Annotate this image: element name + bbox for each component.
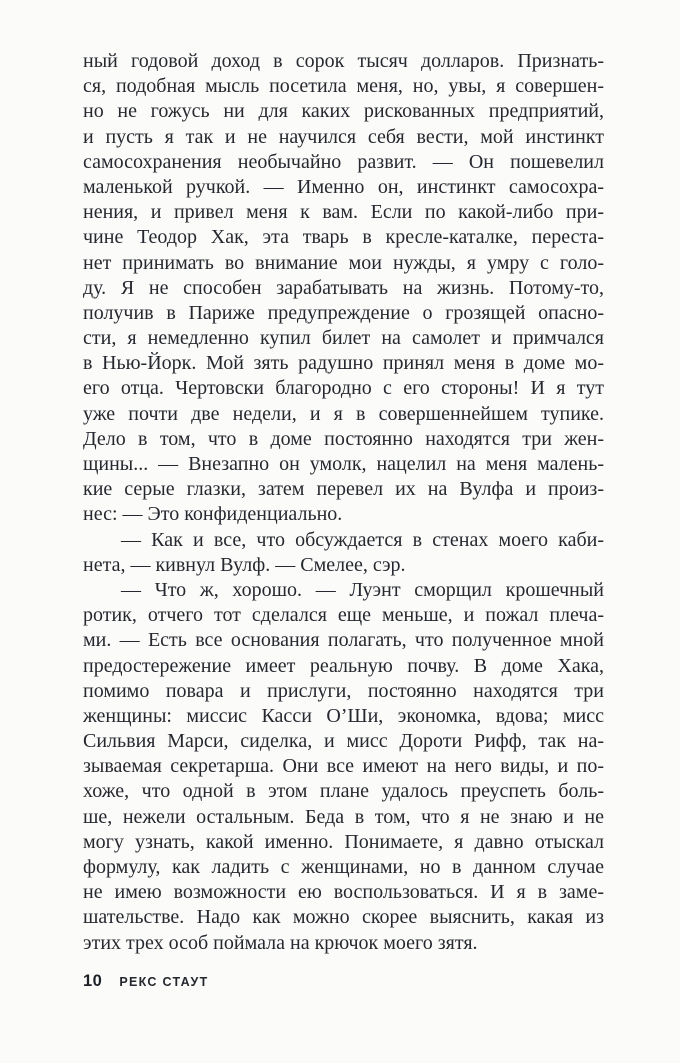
text-line: женщины: миссис Касси О’Ши, экономка, вдова; мисс [83,704,604,727]
text-line: но не гожусь ни для каких рискованных предприятий, [83,100,604,123]
text-line: — Что ж, хорошо. — Луэнт сморщил крошечный [121,578,604,601]
page-text [83,49,604,956]
text-line: этих трех особ поймала на крючок моего зятя. [83,931,478,954]
text-line: кие серые глазки, затем перевел их на Вулфа и произ- [83,478,604,501]
text-line: ми. — Есть все основания полагать, что полученное мной [83,629,604,652]
text-line: не имею возможности ею воспользоваться. И я в заме- [83,881,604,904]
text-line: ду. Я не способен зарабатывать на жизнь. Потому-то, [83,276,604,299]
text-line: нес: — Это конфиденциально. [83,503,343,526]
text-line: хоже, что одной в этом плане удалось преуспеть боль- [83,780,604,803]
text-line: Сильвия Марси, сиделка, и мисс Дороти Рифф, так на- [83,730,604,753]
text-line: щины... — Внезапно он умолк, нацелил на меня малень- [83,453,604,475]
text-line: уже почти две недели, и я в совершеннейшем тупике. [83,402,604,425]
text-line: чине Теодор Хак, эта тварь в кресле-каталке, переста- [83,226,604,249]
text-line: сти, я немедленно купил билет на самолет и примчался [83,327,604,350]
text-line: могу узнать, какой именно. Понимаете, я давно отыскал [83,830,604,853]
text-line: ротик, отчего тот сделался еще меньше, и пожал плеча- [83,604,604,627]
text-line: маленькой ручкой. — Именно он, инстинкт самосохра- [83,175,604,198]
text-line: зываемая секретарша. Они все имеют на него виды, и по- [83,755,604,778]
text-line: ся, подобная мысль посетила меня, но, увы, я совершен- [83,75,604,98]
text-line: предостережение имеет реальную почву. В доме Хака, [83,654,604,677]
page-footer [83,972,209,990]
text-line: ше, нежели остальным. Беда в том, что я не знаю и не [83,805,604,828]
text-line: и пусть я так и не научился себя вести, мой инстинкт [83,125,604,148]
text-line: его отца. Чертовски благородно с его стороны! И я тут [83,377,604,400]
text-line: формулу, как ладить с женщинами, но в данном случае [83,856,604,878]
text-line: — Как и все, что обсуждается в стенах моего каби- [121,528,604,551]
text-line: Дело в том, что в доме постоянно находятся три жен- [83,427,604,450]
text-line: получив в Париже предупреждение о грозящей опасно- [83,301,604,324]
text-line: нения, и привел меня к вам. Если по какой-либо при- [83,201,604,224]
page-number: 10 [83,972,103,990]
text-line: самосохранения необычайно развит. — Он пошевелил [83,150,604,173]
text-line: ный годовой доход в сорок тысяч долларов. Признать- [83,50,604,72]
text-line: шательстве. Надо как можно скорее выяснить, какая из [83,906,604,929]
text-line: нета, — кивнул Вулф. — Смелее, сэр. [83,553,406,576]
text-line: помимо повара и прислуги, постоянно находятся три [83,679,604,702]
running-title-author: РЕКС СТАУТ [119,975,209,989]
text-line: в Нью-Йорк. Мой зять радушно принял меня в доме мо- [83,352,604,375]
text-line: нет принимать во внимание мои нужды, я умру с голо- [83,251,604,274]
